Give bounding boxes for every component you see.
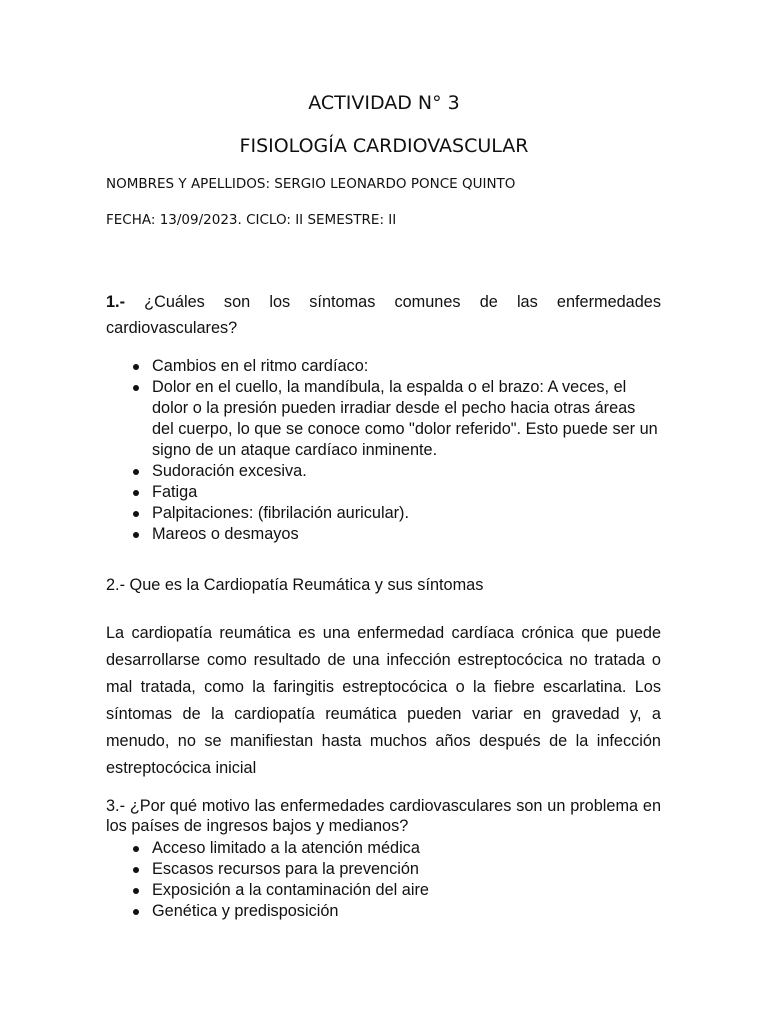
page-subtitle: FISIOLOGÍA CARDIOVASCULAR <box>239 135 529 157</box>
bullet-icon <box>133 511 139 517</box>
list-item: Exposición a la contaminación del aire <box>106 880 661 901</box>
bullet-icon <box>133 909 139 915</box>
question-3-heading: 3.- ¿Por qué motivo las enfermedades cardiovasculares son un problema en los países de ingresos bajos y medianos? <box>106 797 661 835</box>
list-item: Escasos recursos para la prevención <box>106 859 661 880</box>
student-names: NOMBRES Y APELLIDOS: SERGIO LEONARDO PONCE QUINTO <box>106 176 516 192</box>
bullet-icon <box>133 385 139 391</box>
question-1-text: ¿Cuáles son los síntomas comunes de las enfermedades cardiovasculares? <box>106 293 661 337</box>
list-item: Sudoración excesiva. <box>106 461 661 482</box>
page-title: ACTIVIDAD N° 3 <box>308 92 460 114</box>
date-cycle-line: FECHA: 13/09/2023. CICLO: II SEMESTRE: II <box>106 212 397 228</box>
bullet-icon <box>133 469 139 475</box>
reasons-list <box>106 838 661 922</box>
bullet-icon <box>133 888 139 894</box>
question-1-number: 1.- <box>106 293 126 311</box>
bullet-icon <box>133 364 139 370</box>
bullet-icon <box>133 490 139 496</box>
bullet-icon <box>133 867 139 873</box>
list-item: Palpitaciones: (fibrilación auricular). <box>106 503 661 524</box>
bullet-icon <box>133 846 139 852</box>
question-2-answer: La cardiopatía reumática es una enfermedad cardíaca crónica que puede desarrollarse como resultado de una infección estreptocócica no tratada o mal tratada, como la faringitis estreptocócica o la fiebre escarlatina. Los síntomas de la cardiopatía reumática pueden variar en gravedad y, a menudo, no se manifiestan hasta muchos años después de la infección estreptocócica inicial <box>106 624 661 777</box>
question-2-heading: 2.- Que es la Cardiopatía Reumática y sus síntomas <box>106 576 484 594</box>
list-item: Dolor en el cuello, la mandíbula, la espalda o el brazo: A veces, el dolor o la presión pueden irradiar desde el pecho hacia otras áreas del cuerpo, lo que se conoce como "dolor referido". Esto puede ser un signo de un ataque cardíaco inminente. <box>106 377 661 461</box>
list-item: Genética y predisposición <box>106 901 661 922</box>
question-1 <box>106 289 661 341</box>
symptoms-list <box>106 356 661 545</box>
bullet-icon <box>133 532 139 538</box>
list-item: Mareos o desmayos <box>106 524 661 545</box>
list-item: Cambios en el ritmo cardíaco: <box>106 356 661 377</box>
list-item: Fatiga <box>106 482 661 503</box>
list-item: Acceso limitado a la atención médica <box>106 838 661 859</box>
